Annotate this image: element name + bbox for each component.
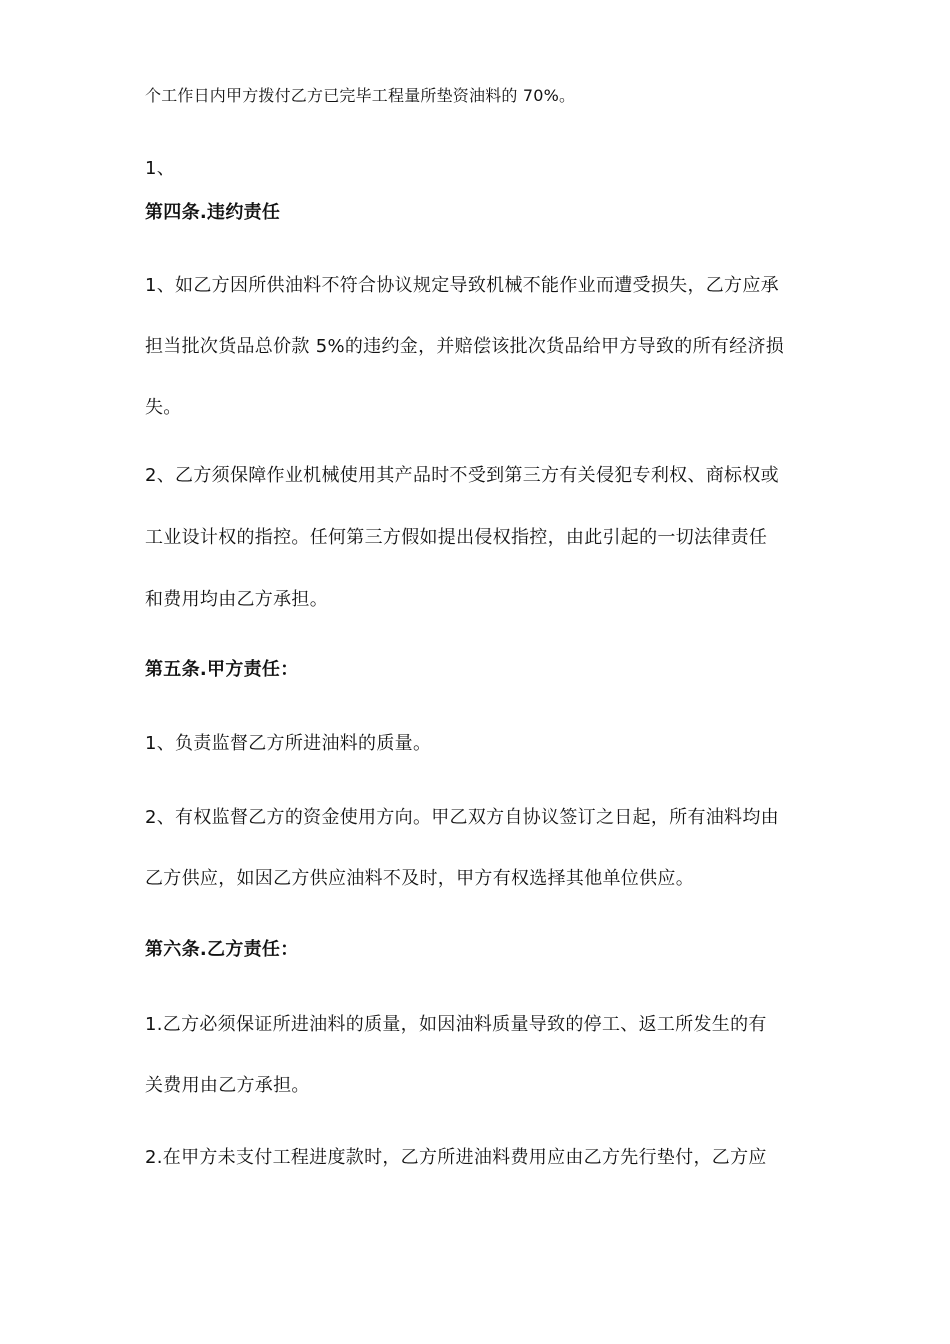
article-4-item-1-line-1: 1、如乙方因所供油料不符合协议规定导致机械不能作业而遭受损失，乙方应承: [145, 275, 779, 296]
article-6-heading: 第六条.乙方责任：: [145, 939, 299, 960]
article-4-item-1-line-3: 失。: [145, 397, 182, 418]
payment-clause-continuation: 个工作日内甲方拨付乙方已完毕工程量所垫资油料的 70%。: [145, 86, 576, 105]
article-5-item-2-line-2: 乙方供应，如因乙方供应油料不及时，甲方有权选择其他单位供应。: [145, 868, 694, 889]
article-4-item-1-line-2: 担当批次货品总价款 5%的违约金，并赔偿该批次货品给甲方导致的所有经济损: [145, 336, 785, 357]
article-6-item-1-line-2: 关费用由乙方承担。: [145, 1075, 310, 1096]
article-6-item-1-line-1: 1.乙方必须保证所进油料的质量，如因油料质量导致的停工、返工所发生的有: [145, 1014, 767, 1035]
article-5-heading: 第五条.甲方责任：: [145, 659, 299, 680]
article-4-item-2-line-2: 工业设计权的指控。任何第三方假如提出侵权指控，由此引起的一切法律责任: [145, 527, 768, 548]
article-5-item-1: 1、负责监督乙方所进油料的质量。: [145, 733, 432, 754]
article-4-item-2-line-1: 2、乙方须保障作业机械使用其产品时不受到第三方有关侵犯专利权、商标权或: [145, 465, 779, 486]
article-5-item-2-line-1: 2、有权监督乙方的资金使用方向。甲乙双方自协议签订之日起，所有油料均由: [145, 807, 779, 828]
article-4-item-2-line-3: 和费用均由乙方承担。: [145, 589, 328, 610]
empty-list-item: 1、: [145, 158, 176, 179]
article-4-heading: 第四条.违约责任: [145, 202, 281, 223]
article-6-item-2-line-1: 2.在甲方未支付工程进度款时，乙方所进油料费用应由乙方先行垫付，乙方应: [145, 1147, 767, 1168]
